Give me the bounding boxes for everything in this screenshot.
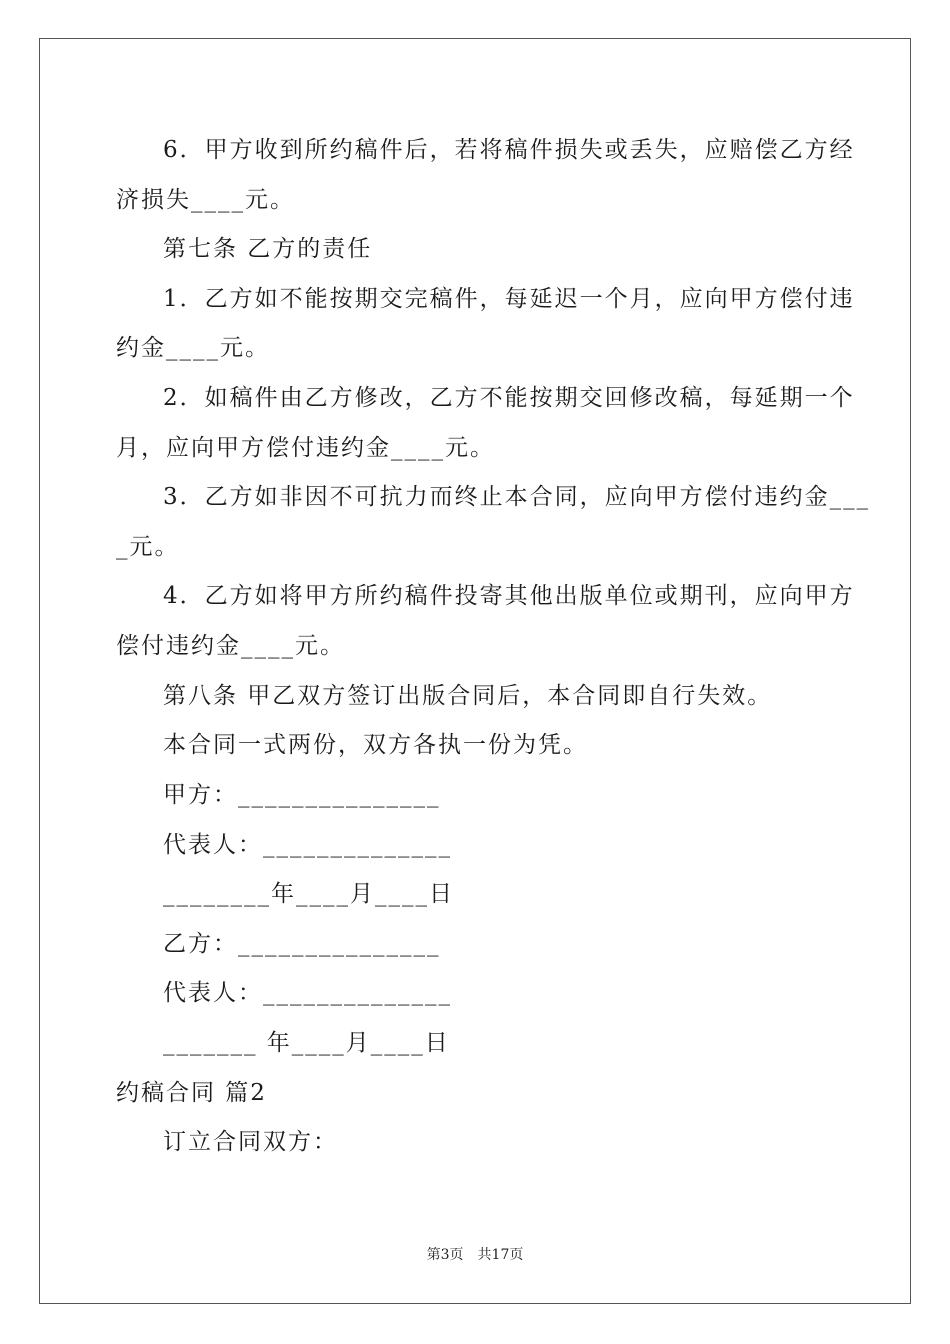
page-frame	[39, 38, 911, 1304]
paragraph-line: 本合同一式两份，双方各执一份为凭。	[163, 732, 588, 758]
signature-party-a: 甲方：_______________	[163, 782, 441, 808]
signature-date-a: ________年____月____日	[163, 881, 454, 907]
section-heading: 第八条 甲乙双方签订出版合同后，本合同即自行失效。	[163, 683, 773, 709]
paragraph-line: 4．乙方如将甲方所约稿件投寄其他出版单位或期刊，应向甲方	[163, 583, 855, 609]
paragraph-line: 济损失____元。	[116, 187, 295, 213]
signature-party-b: 乙方：_______________	[163, 931, 441, 957]
paragraph-line: 3．乙方如非因不可抗力而终止本合同，应向甲方偿付违约金___	[163, 484, 871, 510]
paragraph-line: 订立合同双方：	[163, 1129, 338, 1155]
signature-representative-a: 代表人：______________	[163, 832, 452, 858]
paragraph-line: _元。	[116, 534, 180, 560]
document-title: 约稿合同 篇2	[116, 1080, 267, 1106]
page-number-footer: 第3页 共17页	[426, 1247, 524, 1263]
paragraph-line: 6．甲方收到所约稿件后，若将稿件损失或丢失，应赔偿乙方经	[163, 137, 855, 163]
paragraph-line: 约金____元。	[116, 335, 270, 361]
paragraph-line: 1．乙方如不能按期交完稿件，每延迟一个月，应向甲方偿付违	[163, 286, 855, 312]
section-heading: 第七条 乙方的责任	[163, 236, 373, 262]
signature-representative-b: 代表人：______________	[163, 980, 452, 1006]
paragraph-line: 月，应向甲方偿付违约金____元。	[116, 435, 495, 461]
signature-date-b: _______ 年____月____日	[163, 1030, 450, 1056]
paragraph-line: 偿付违约金____元。	[116, 633, 345, 659]
paragraph-line: 2．如稿件由乙方修改，乙方不能按期交回修改稿，每延期一个	[163, 385, 855, 411]
